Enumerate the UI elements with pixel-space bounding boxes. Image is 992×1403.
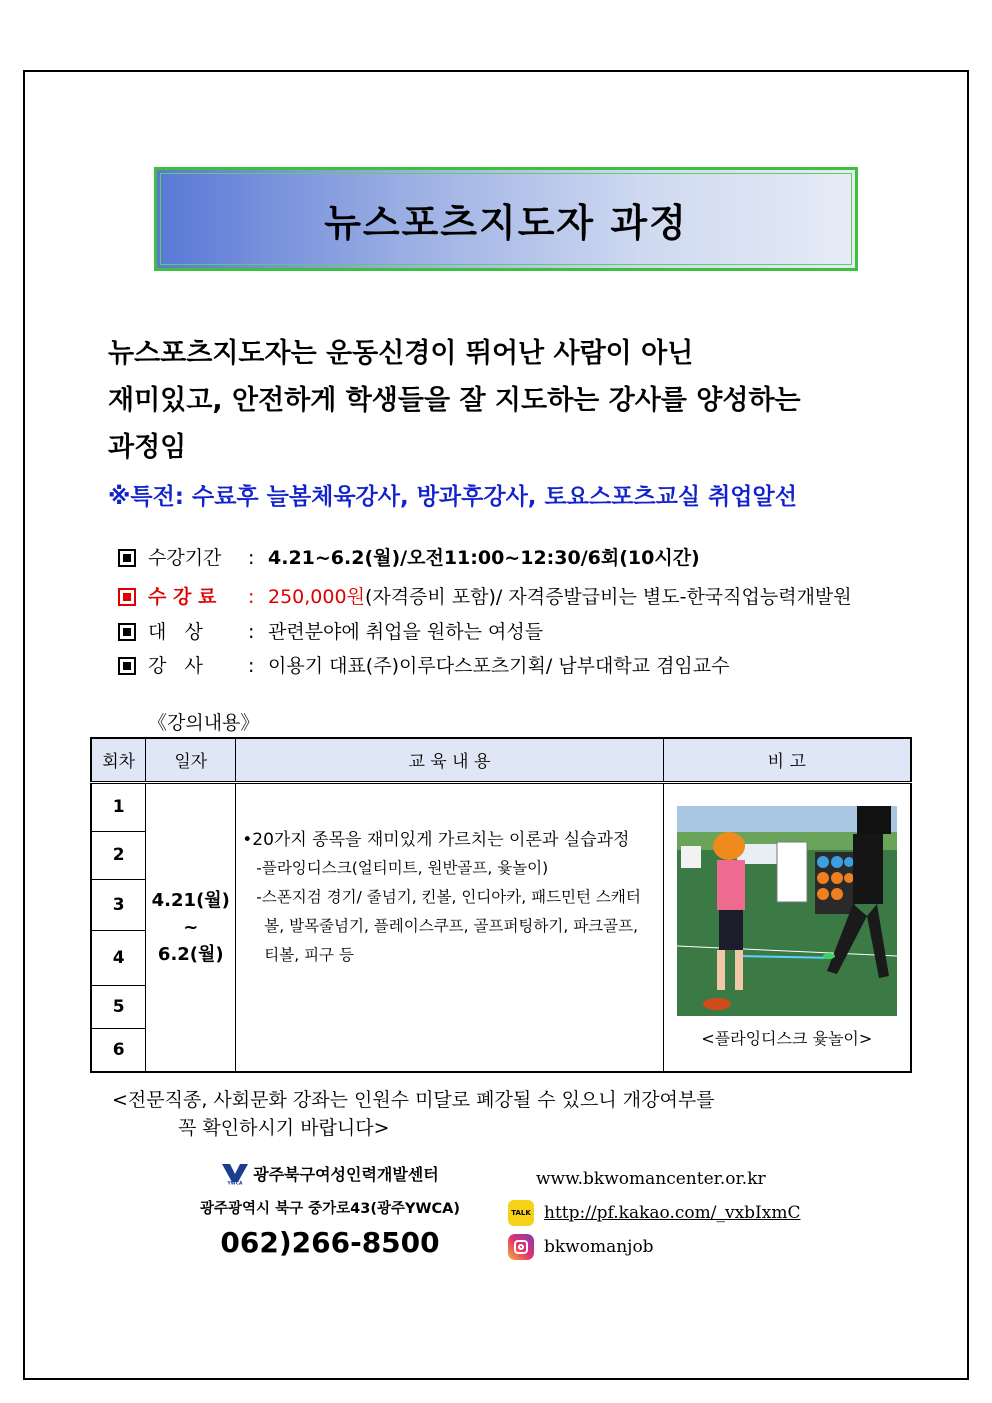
- org-name-row: [180, 1162, 480, 1185]
- period-label: 수강기간: [148, 547, 222, 569]
- website-text: www.bkwomancenter.or.kr: [536, 1169, 766, 1189]
- footer-contact: [180, 1162, 480, 1259]
- phone-number: 062)266-8500: [220, 1226, 440, 1259]
- content-sub: -플라잉디스크(얼티미트, 원반골프, 윷놀이): [256, 858, 549, 877]
- bullet-square-icon: [118, 623, 136, 641]
- title-banner: [154, 167, 858, 271]
- fee-value: 250,000원: [268, 586, 365, 608]
- instructor-value: 이용기 대표(주)이루다스포츠기획/ 남부대학교 겸임교수: [268, 655, 730, 677]
- content-main: •20가지 종목을 재미있게 가르치는 이론과 실습과정: [242, 829, 630, 850]
- schedule-table: [90, 737, 912, 1073]
- session-number: 3: [91, 879, 146, 930]
- kakao-icon-text: TALK: [511, 1209, 531, 1217]
- table-row: [91, 782, 911, 831]
- bullet-square-icon: [118, 657, 136, 675]
- colon: :: [248, 586, 255, 608]
- content-sub: -스폰지검 경기/ 줄넘기, 킨볼, 인디아카, 패드민턴 스캐터볼, 발목줄넘기, 플레이스쿠프, 골프퍼팅하기, 파크골프, 티볼, 피구 등: [256, 887, 641, 964]
- header-session: 회차: [91, 738, 146, 782]
- session-number: 6: [91, 1028, 146, 1072]
- intro-line: 뉴스포츠지도자는 운동신경이 뛰어난 사람이 아닌: [108, 338, 694, 369]
- ywca-logo-icon: [221, 1163, 249, 1185]
- target-label: 대 상: [148, 621, 203, 643]
- header-content: 교 육 내 용: [236, 738, 663, 782]
- address: 광주광역시 북구 중가로43(광주YWCA): [200, 1201, 460, 1217]
- instagram-handle: bkwomanjob: [544, 1237, 654, 1257]
- colon: :: [248, 621, 255, 643]
- kakao-talk-icon: [508, 1200, 534, 1226]
- session-number: 1: [91, 782, 146, 831]
- date-cell: [146, 782, 236, 1072]
- session-number: 4: [91, 930, 146, 985]
- target-value: 관련분야에 취업을 원하는 여성들: [268, 621, 544, 643]
- instructor-label: 강 사: [148, 655, 203, 677]
- photo-illustration: [677, 806, 897, 1016]
- notice-text: [112, 1086, 715, 1142]
- colon: :: [248, 655, 255, 677]
- table-header-row: [91, 738, 911, 782]
- website-row: [508, 1162, 800, 1196]
- date-separator: ~: [183, 916, 199, 938]
- info-target: [118, 617, 543, 644]
- intro-text: [108, 330, 938, 471]
- notice-line: <전문직종, 사회문화 강좌는 인원수 미달로 폐강될 수 있으니 개강여부를: [112, 1089, 715, 1111]
- date-end: 6.2(월): [157, 943, 224, 965]
- fee-label: 수 강 료: [148, 586, 217, 608]
- instagram-row: [508, 1230, 800, 1264]
- kakao-link[interactable]: http://pf.kakao.com/_vxbIxmC: [544, 1203, 801, 1223]
- info-instructor: [118, 651, 730, 678]
- header-date: 일자: [146, 738, 236, 782]
- instagram-icon: [508, 1234, 534, 1260]
- notice-line: 꼭 확인하시기 바랍니다>: [178, 1117, 390, 1139]
- header-note: 비 고: [663, 738, 911, 782]
- photo-caption: <플라잉디스크 윷놀이>: [701, 1028, 873, 1048]
- org-name: 광주북구여성인력개발센터: [253, 1165, 439, 1184]
- logo-text: YWCA: [227, 1181, 243, 1185]
- colon: :: [248, 547, 255, 569]
- lecture-title: 《강의내용》: [148, 712, 260, 734]
- bullet-square-icon: [118, 588, 136, 606]
- kakao-row: [508, 1196, 800, 1230]
- session-number: 2: [91, 831, 146, 879]
- note-cell: [663, 782, 911, 1072]
- session-number: 5: [91, 985, 146, 1028]
- info-period: [118, 543, 700, 570]
- flying-disc-photo: [677, 806, 897, 1016]
- period-value: 4.21~6.2(월)/오전11:00~12:30/6회(10시간): [268, 547, 700, 569]
- intro-line: 과정임: [108, 432, 187, 463]
- bullet-square-icon: [118, 549, 136, 567]
- page-title: 뉴스포츠지도자 과정: [324, 200, 688, 245]
- footer-links: [508, 1162, 800, 1264]
- date-start: 4.21(월): [151, 889, 230, 911]
- fee-note: (자격증비 포함)/ 자격증발급비는 별도-한국직업능력개발원: [364, 586, 852, 608]
- intro-line: 재미있고, 안전하게 학생들을 잘 지도하는 강사를 양성하는: [108, 385, 801, 416]
- info-fee: [118, 582, 852, 609]
- content-cell: [236, 782, 663, 1072]
- special-benefit: ※특전: 수료후 늘봄체육강사, 방과후강사, 토요스포츠교실 취업알선: [108, 484, 797, 510]
